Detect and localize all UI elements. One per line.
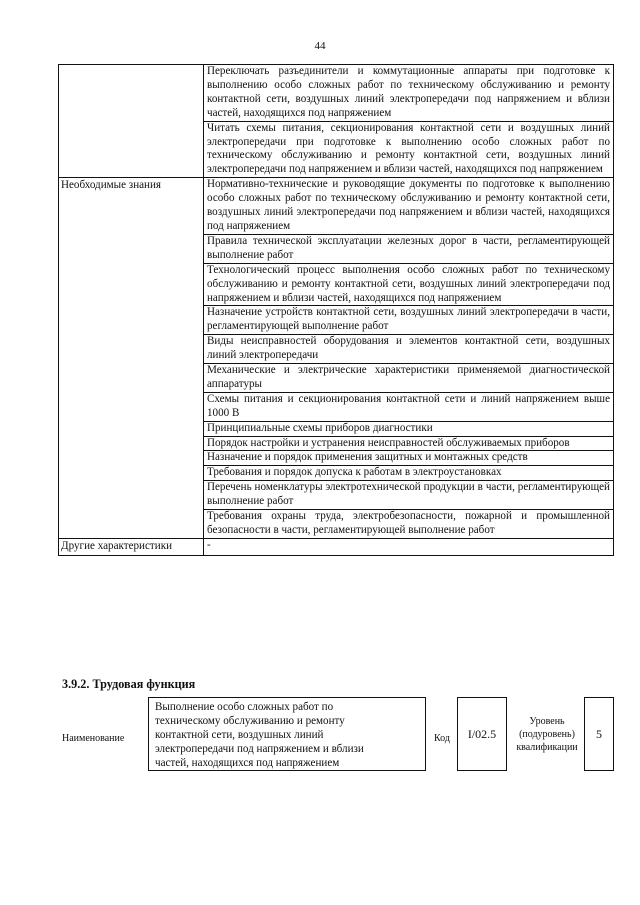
skill-label-cell — [59, 65, 204, 178]
level-label-line: (подуровень) — [519, 729, 575, 740]
function-name-box — [148, 697, 426, 771]
knowledge-item: Назначение устройств контактной сети, воздушных линий электропередачи в части, регламентирующей выполнение работ — [204, 306, 614, 335]
knowledge-item: Технологический процесс выполнения особо сложных работ по техническому обслуживанию и ремонту контактной сети, воздушных линий электропередачи под напряжением и вблизи частей, находящихся под напряжением — [204, 263, 614, 306]
qualification-level-box — [584, 697, 614, 771]
table-row — [59, 65, 614, 122]
knowledge-item: Правила технической эксплуатации железных дорог в части, регламентирующей выполнение работ — [204, 234, 614, 263]
skill-item: Переключать разъединители и коммутационные аппараты при подготовке к выполнению особо сложных работ по техническому обслуживанию и ремонту контактной сети, воздушных линий электропередачи под напряжением и вблизи частей, находящихся под напряжением — [204, 65, 614, 122]
knowledge-item: Схемы питания и секционирования контактной сети и линий напряжением выше 1000 В — [204, 392, 614, 421]
knowledge-skills-table — [58, 64, 614, 556]
code-value: I/02.5 — [467, 726, 497, 741]
table-row — [59, 538, 614, 555]
table-body — [59, 65, 614, 556]
other-characteristics-value: - — [204, 538, 614, 555]
function-name-line: контактной сети, воздушных линий — [155, 729, 324, 741]
knowledge-item: Нормативно-технические и руководящие документы по подготовке к выполнению особо сложных работ по техническому обслуживанию и ремонту контактной сети, воздушных линий электропередачи под напряжением и вблизи частей, находящихся под напряжением — [204, 178, 614, 235]
knowledge-item: Порядок настройки и устранения неисправностей обслуживаемых приборов — [204, 436, 614, 451]
function-name-line: техническому обслуживанию и ремонту — [155, 715, 345, 727]
section-title: 3.9.2. Трудовая функция — [62, 677, 196, 691]
page-number: 44 — [314, 40, 326, 52]
knowledge-item: Требования охраны труда, электробезопасности, пожарной и промышленной безопасности в части, регламентирующей выполнение работ — [204, 510, 614, 539]
knowledge-item: Принципиальные схемы приборов диагностики — [204, 421, 614, 436]
knowledge-label-cell: Необходимые знания — [59, 178, 204, 539]
knowledge-item: Виды неисправностей оборудования и элементов контактной сети, воздушных линий электропередачи — [204, 335, 614, 364]
level-label-line: квалификации — [516, 742, 578, 753]
name-label: Наименование — [62, 733, 125, 744]
knowledge-item: Перечень номенклатуры электротехнической продукции в части, регламентирующей выполнение работ — [204, 481, 614, 510]
code-label: Код — [434, 733, 450, 744]
function-name-line: Выполнение особо сложных работ по — [155, 701, 334, 713]
qualification-level-label — [514, 715, 580, 754]
knowledge-item: Механические и электрические характеристики применяемой диагностической аппаратуры — [204, 364, 614, 393]
knowledge-item: Требования и порядок допуска к работам в электроустановках — [204, 466, 614, 481]
qualification-level-value: 5 — [596, 726, 602, 741]
table-row — [59, 178, 614, 235]
skill-item: Читать схемы питания, секционирования контактной сети и воздушных линий электропередачи при подготовке к выполнению особо сложных работ по техническому обслуживанию и ремонту контактной сети, воздушных линий электропередачи под напряжением и вблизи частей, находящихся под напряжением — [204, 121, 614, 178]
knowledge-item: Назначение и порядок применения защитных и монтажных средств — [204, 451, 614, 466]
level-label-line: Уровень — [529, 716, 565, 727]
code-box — [457, 697, 507, 771]
function-name-line: частей, находящихся под напряжением — [155, 757, 340, 769]
other-characteristics-label: Другие характеристики — [59, 538, 204, 555]
function-name-line: электропередачи под напряжением и вблизи — [155, 743, 364, 755]
